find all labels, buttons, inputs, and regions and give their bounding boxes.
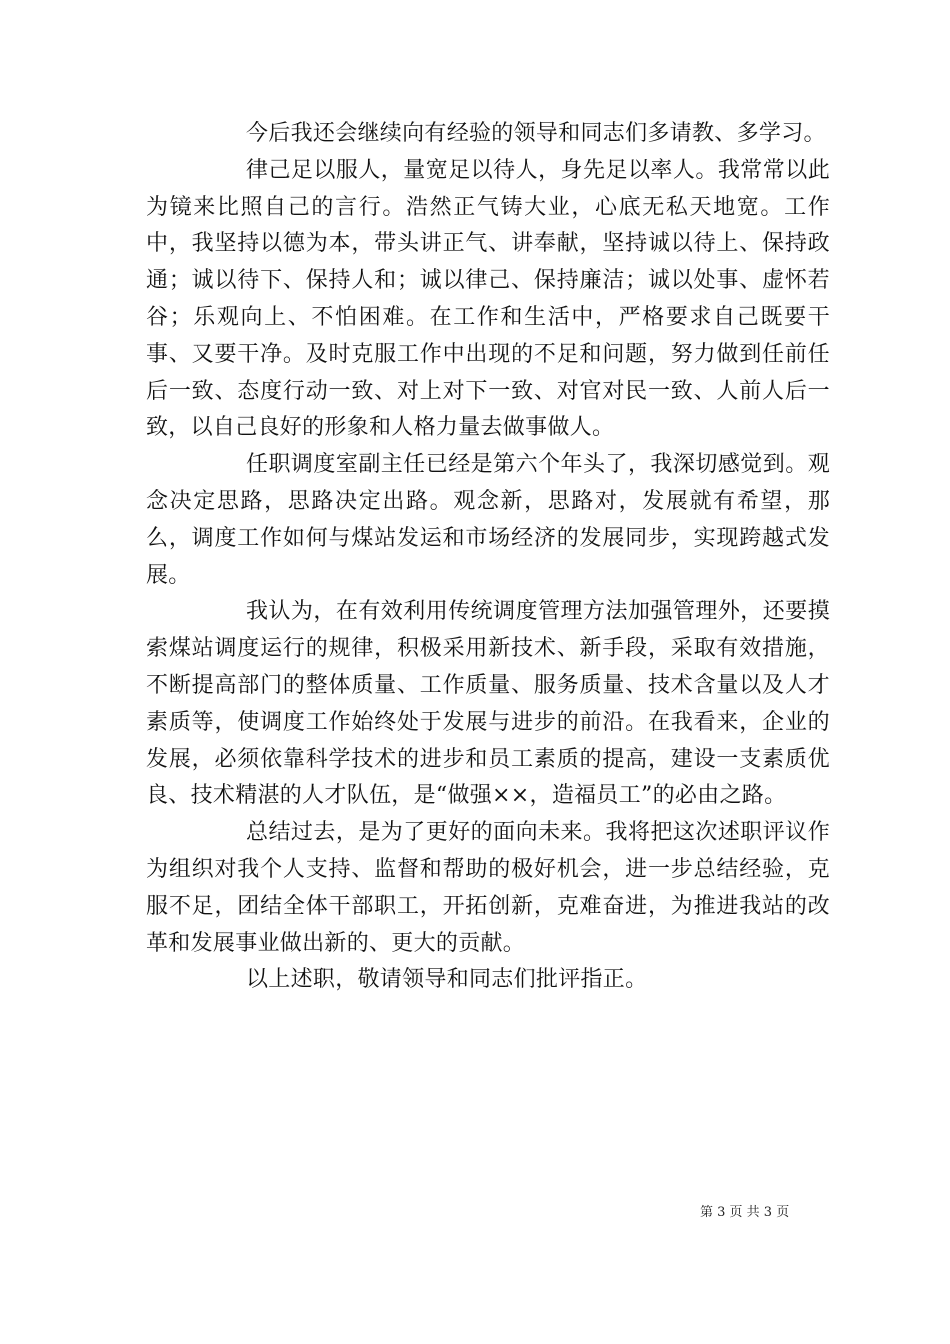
paragraph-technology-talent: 我认为，在有效利用传统调度管理方法加强管理外，还要摸索煤站调度运行的规律，积极采用新技术、新手段，采取有效措施，不断提高部门的整体质量、工作质量、服务质量、技术含量以及人才素质等，使调度工作始终处于发展与进步的前沿。在我看来，企业的发展，必须依靠科学技术的进步和员工素质的提高，建设一支素质优良、技术精湛的人才队伍，是“做强××，造福员工”的必由之路。 (146, 599, 830, 809)
paragraph-summary-future: 总结过去，是为了更好的面向未来。我将把这次述职评议作为组织对我个人支持、监督和帮助的极好机会，进一步总结经验，克服不足，团结全体干部职工，开拓创新，克难奋进，为推进我站的改革和发展事业做出新的、更大的贡献。 (146, 820, 830, 956)
paragraph-closing: 以上述职，敬请领导和同志们批评指正。 (246, 967, 648, 993)
paragraph-self-discipline: 律己足以服人，量宽足以待人，身先足以率人。我常常以此为镜来比照自己的言行。浩然正气铸大业，心底无私天地宽。工作中，我坚持以德为本，带头讲正气、讲奉献，坚持诚以待上、保持政通；诚以待下、保持人和；诚以律己、保持廉洁；诚以处事、虚怀若谷；乐观向上、不怕困难。在工作和生活中，严格要求自己既要干事、又要干净。及时克服工作中出现的不足和问题，努力做到任前任后一致、态度行动一致、对上对下一致、对官对民一致、人前人后一致，以自己良好的形象和人格力量去做事做人。 (146, 157, 830, 441)
page-number: 第 3 页 共 3 页 (700, 1205, 790, 1220)
paragraph-dispatch-development: 任职调度室副主任已经是第六个年头了，我深切感觉到。观念决定思路，思路决定出路。观念新，思路对，发展就有希望，那么，调度工作如何与煤站发运和市场经济的发展同步，实现跨越式发展。 (146, 452, 830, 588)
document-body (146, 116, 830, 999)
paragraph-continue-learning: 今后我还会继续向有经验的领导和同志们多请教、多学习。 (246, 121, 826, 146)
